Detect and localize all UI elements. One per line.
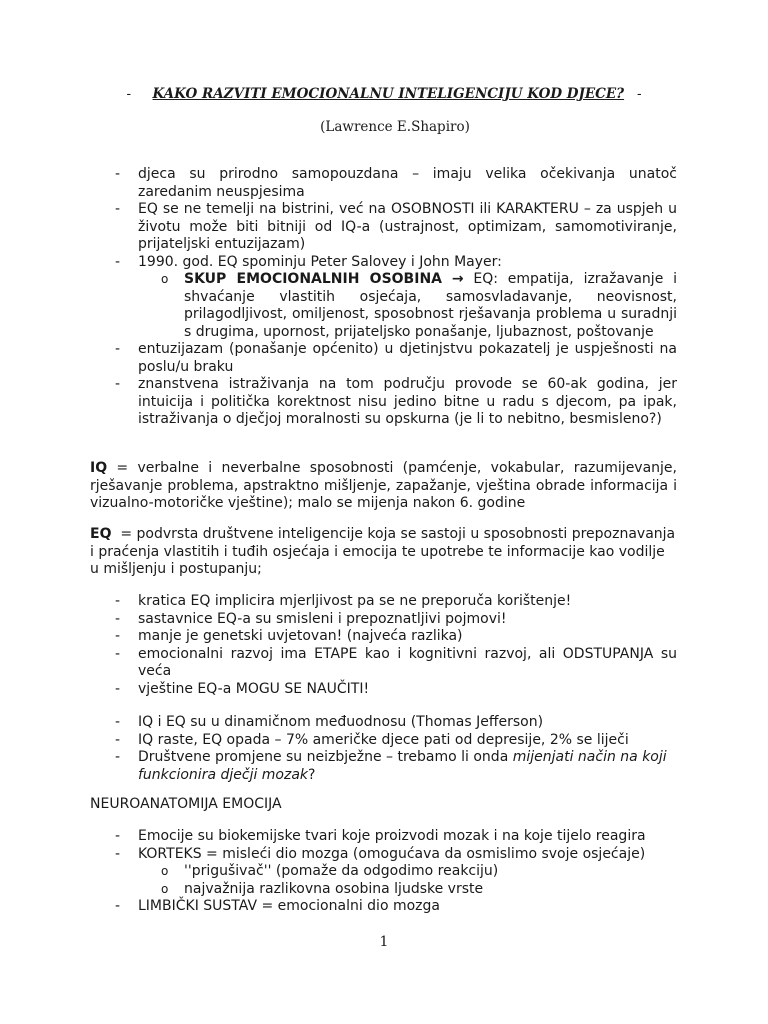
iq-definition (90, 460, 677, 513)
list-item: - 1990. god. EQ spominju Peter Salovey i John Mayer: o SKUP EMOCIONALNIH OSOBINA → EQ: empatija, izražavanje i shvaćanje vlastitih osjećaja, samosvladavanje, neovisnost, prilagodljivost, omiljenost, sposobnost rješavanja problema u suradnji s drugima, upornost, prijateljsko ponašanje, ljubaznost, poštovanje (90, 254, 677, 342)
arrow-icon: → (451, 271, 464, 287)
author-line: (Lawrence E.Shapiro) (320, 119, 470, 135)
iq-term: IQ (90, 460, 108, 476)
list-item: - djeca su prirodno samopouzdana – imaju velika očekivanja unatoč zaredanim neuspjesima (115, 166, 677, 200)
list-item: - Emocije su biokemijske tvari koje proizvodi mozak i na koje tijelo reagira (115, 828, 646, 844)
list-item: - kratica EQ implicira mjerljivost pa se ne preporuča korištenje! (115, 593, 572, 609)
iq-text: = verbalne i neverbalne sposobnosti (pamćenje, vokabular, razumijevanje, rješavanje problema, apstraktno mišljenje, zapažanje, vještina obrade informacija i vizualno-motoričke vještine); malo se mijenja nakon 6. godine (90, 460, 677, 511)
list-item: - entuzijazam (ponašanje općenito) u djetinjstvu pokazatelj je uspješnosti na poslu/u braku (115, 341, 677, 375)
sub-list-item: o ''prigušivač'' (pomaže da odgodimo reakciju) (161, 863, 499, 879)
eq-text: = podvrsta društvene inteligencije koja se sastoji u sposobnosti prepoznavanja i praćenja vlastitih i tuđih osjećaja i emocija te upotrebe te informacije kao vodilje u mišljenju i postupanju; (90, 526, 680, 577)
section-heading: NEUROANATOMIJA EMOCIJA (90, 796, 282, 812)
list-item: - emocionalni razvoj ima ETAPE kao i kognitivni razvoj, ali ODSTUPANJA su veća (115, 645, 677, 679)
sub-list-item: o SKUP EMOCIONALNIH OSOBINA → EQ: empatija, izražavanje i shvaćanje vlastitih osjećaja, samosvladavanje, neovisnost, prilagodljivost, omiljenost, sposobnost rješavanja problema u suradnji s drugima, upornost, prijateljsko ponašanje, ljubaznost, poštovanje (161, 271, 678, 340)
intro-list (90, 166, 677, 429)
iq-eq-relation-list (90, 714, 677, 784)
list-item: - LIMBIČKI SUSTAV = emocionalni dio mozga (115, 898, 440, 914)
list-item: - sastavnice EQ-a su smisleni i prepoznatljivi pojmovi! (115, 610, 507, 627)
page-number: 1 (379, 934, 389, 950)
eq-definition (90, 526, 680, 579)
title-dash-right: - (636, 86, 642, 102)
neuroanatomy-list (90, 828, 677, 916)
list-item: - vještine EQ-a MOGU SE NAUČITI! (115, 680, 370, 697)
list-item: - IQ raste, EQ opada – 7% američke djece pati od depresije, 2% se liječi (115, 731, 629, 748)
list-item: - IQ i EQ su u dinamičnom međuodnosu (Thomas Jefferson) (115, 714, 544, 730)
list-item: - znanstvena istraživanja na tom području provode se 60-ak godina, jer intuicija i politička korektnost nisu jedino bitne u radu s djecom, pa ipak, istraživanja o dječjoj moralnosti su opskurna (je li to nebitno, besmisleno?) (115, 376, 677, 427)
eq-term: EQ (90, 526, 112, 542)
title-dash-left: - (126, 86, 132, 102)
document-title (0, 86, 768, 102)
sub-list-item: o najvažnija razlikovna osobina ljudske vrste (161, 880, 484, 897)
list-item: - EQ se ne temelji na bistrini, već na OSOBNOSTI ili KARAKTERU – za uspjeh u životu može biti bitniji od IQ-a (ustrajnost, optimizam, samomotiviranje, prijateljski entuzijazam) (115, 201, 677, 252)
eq-notes-list (90, 593, 677, 698)
list-item: - KORTEKS = misleći dio mozga (omogućava da osmislimo svoje osjećaje) o ''prigušivač'' (pomaže da odgodimo reakciju) o najvažnija razlikovna osobina ljudske vrste (90, 846, 677, 899)
list-item: - Društvene promjene su neizbježne – trebamo li onda mijenjati način na koji funkcionira dječji mozak? (115, 749, 667, 783)
list-item: - manje je genetski uvjetovan! (najveća razlika) (115, 628, 463, 644)
title-text: KAKO RAZVITI EMOCIONALNU INTELIGENCIJU KOD DJECE? (152, 86, 625, 102)
